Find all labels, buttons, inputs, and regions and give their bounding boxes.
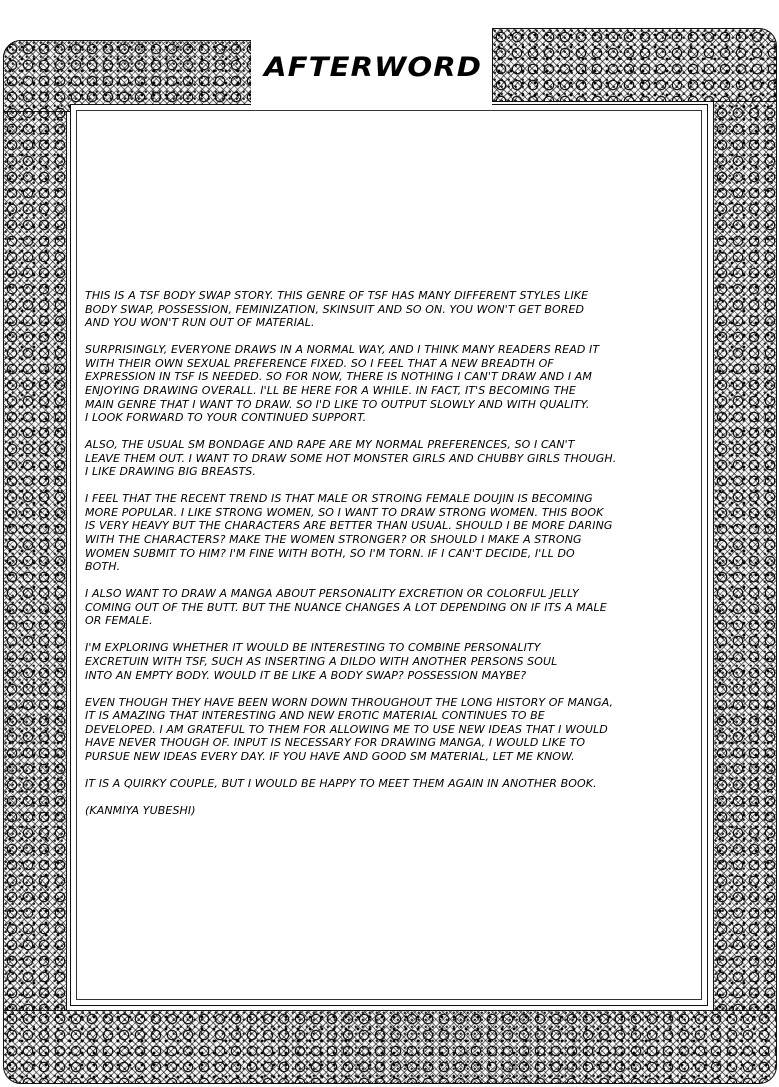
afterword-body	[85, 289, 703, 831]
paragraph: I'M EXPLORING WHETHER IT WOULD BE INTERESTING TO COMBINE PERSONALITY EXCRETUIN WITH TSF, SUCH AS INSERTING A DILDO WITH ANOTHER PERSONS SOUL INTO AN EMPTY BODY. WOULD IT BE LIKE A BODY SWAP? POSSESSION MAYBE?	[85, 641, 558, 682]
paragraph: IT IS A QUIRKY COUPLE, BUT I WOULD BE HAPPY TO MEET THEM AGAIN IN ANOTHER BOOK.	[85, 776, 597, 790]
paragraph: SURPRISINGLY, EVERYONE DRAWS IN A NORMAL WAY, AND I THINK MANY READERS READ IT WITH THEIR OWN SEXUAL PREFERENCE FIXED. SO I FEEL THAT A NEW BREADTH OF EXPRESSION IN TSF IS NEEDED. SO FOR NOW, THERE IS NOTHING I CAN'T DRAW AND I AM ENJOYING DRAWING OVERALL. I'LL BE HERE FOR A WHILE. IN FACT, IT'S BECOMING THE MAIN GENRE THAT I WANT TO DRAW. SO I'D LIKE TO OUTPUT SLOWLY AND WITH QUALITY. I LOOK FORWARD TO YOUR CONTINUED SUPPORT.	[85, 343, 600, 425]
paragraph: ALSO, THE USUAL SM BONDAGE AND RAPE ARE MY NORMAL PREFERENCES, SO I CAN'T LEAVE THEM OUT. I WANT TO DRAW SOME HOT MONSTER GIRLS AND CHUBBY GIRLS THOUGH. I LIKE DRAWING BIG BREASTS.	[85, 438, 617, 479]
lace-border-top-right	[492, 28, 777, 102]
lace-border-left	[3, 40, 67, 1042]
paragraph: EVEN THOUGH THEY HAVE BEEN WORN DOWN THROUGHOUT THE LONG HISTORY OF MANGA, IT IS AMAZING THAT INTERESTING AND NEW EROTIC MATERIAL CONTINUES TO BE DEVELOPED. I AM GRATEFUL TO THEM FOR ALLOWING ME TO USE NEW IDEAS THAT I WOULD HAVE NEVER THOUGH OF. INPUT IS NECESSARY FOR DRAWING MANGA, I WOULD LIKE TO PURSUE NEW IDEAS EVERY DAY. IF YOU HAVE AND GOOD SM MATERIAL, LET ME KNOW.	[85, 695, 614, 763]
paragraph: I FEEL THAT THE RECENT TREND IS THAT MALE OR STROING FEMALE DOUJIN IS BECOMING MORE POPULAR. I LIKE STRONG WOMEN, SO I WANT TO DRAW STRONG WOMEN. THIS BOOK IS VERY HEAVY BUT THE CHARACTERS ARE BETTER THAN USUAL. SHOULD I BE MORE DARING WITH THE CHARACTERS? MAKE THE WOMEN STRONGER? OR SHOULD I MAKE A STRONG WOMEN SUBMIT TO HIM? I'M FINE WITH BOTH, SO I'M TORN. IF I CAN'T DECIDE, I'LL DO BOTH.	[85, 492, 613, 574]
lace-border-top-left	[3, 40, 253, 112]
paragraph: THIS IS A TSF BODY SWAP STORY. THIS GENRE OF TSF HAS MANY DIFFERENT STYLES LIKE BODY SWAP, POSSESSION, FEMINIZATION, SKINSUIT AND SO ON. YOU WON'T GET BORED AND YOU WON'T RUN OUT OF MATERIAL.	[85, 289, 589, 330]
paragraph: I ALSO WANT TO DRAW A MANGA ABOUT PERSONALITY EXCRETION OR COLORFUL JELLY COMING OUT OF THE BUTT. BUT THE NUANCE CHANGES A LOT DEPENDING ON IF ITS A MALE OR FEMALE.	[85, 587, 607, 628]
page-title: AFTERWORD	[263, 52, 483, 83]
lace-border-right	[713, 40, 777, 1042]
lace-border-bottom	[3, 1010, 777, 1084]
author-signature: (KANMIYA YUBESHI)	[85, 803, 196, 817]
